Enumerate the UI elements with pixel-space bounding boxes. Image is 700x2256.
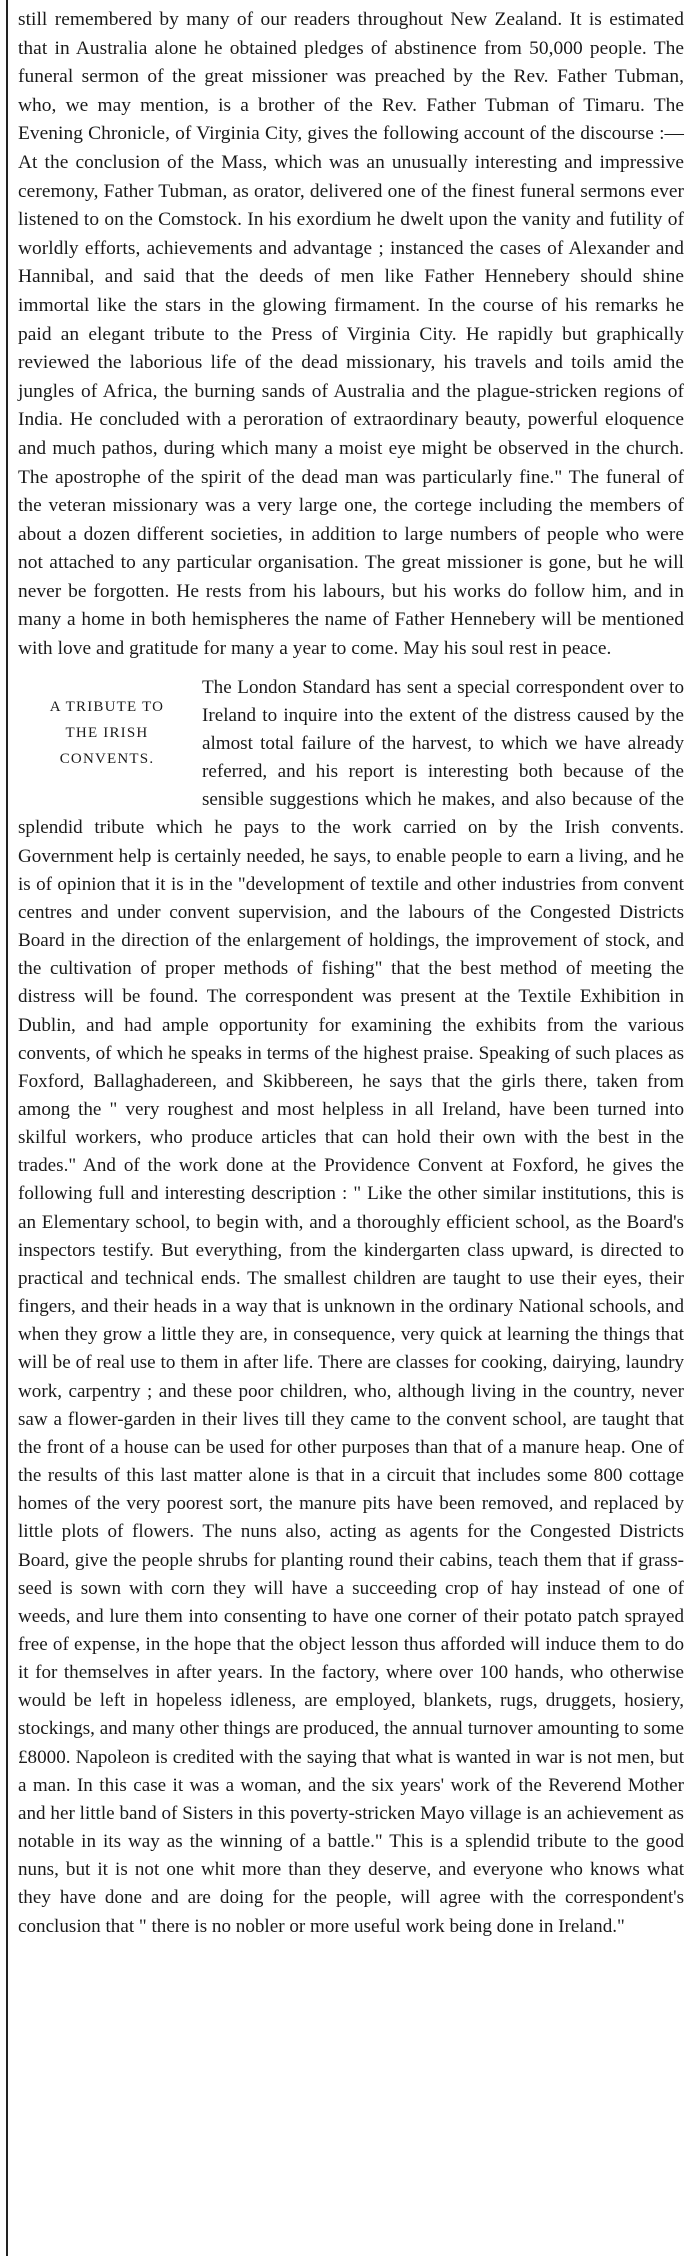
side-heading-line: A TRIBUTE TO xyxy=(49,698,165,715)
side-heading-line: CONVENTS. xyxy=(59,750,155,767)
convents-section xyxy=(18,674,684,1941)
side-heading xyxy=(18,694,196,804)
article-paragraph-hennebery: still remembered by many of our readers throughout New Zealand. It is estimated that in Australia alone he obtained pledges of abstinence from 50,000 people. The funeral sermon of the great missioner was preached by the Rev. Father Tubman, who, we may mention, is a brother of the Rev. Father Tubman of Timaru. The Evening Chronicle, of Virginia City, gives the following account of the discourse :—At the conclusion of the Mass, which was an unusually interesting and impressive ceremony, Father Tubman, as orator, delivered one of the finest funeral sermons ever listened to on the Comstock. In his exordium he dwelt upon the vanity and futility of worldly efforts, achievements and advantage ; instanced the cases of Alexander and Hannibal, and said that the deeds of men like Father Hennebery should shine immortal like the stars in the glowing firmament. In the course of his remarks he paid an elegant tribute to the Press of Virginia City. He rapidly but graphically reviewed the laborious life of the dead missionary, his travels and toils amid the jungles of Africa, the burning sands of Australia and the plague-stricken regions of India. He concluded with a peroration of extraordinary beauty, powerful eloquence and much pathos, during which many a moist eye might be observed in the church. The apostrophe of the spirit of the dead man was particularly fine." The funeral of the veteran missionary was a very large one, the cortege including the members of about a dozen different societies, in addition to large numbers of people who were not attached to any particular organisation. The great missioner is gone, but he will never be forgotten. He rests from his labours, but his works do follow him, and in many a home in both hemispheres the name of Father Hennebery will be mentioned with love and gratitude for many a year to come. May his soul rest in peace. xyxy=(18,9,684,660)
article-paragraph-convents: The London Standard has sent a special correspondent over to Ireland to inquire into the extent of the distress caused by the almost total failure of the harvest, to which we have already referred, and his report is interesting both because of the sensible suggestions which he makes, and also because of the splendid tribute which he pays to the work carried on by the Irish convents. Government help is certainly needed, he says, to enable people to earn a living, and he is of opinion that it is in the "development of textile and other industries from convent centres and under convent supervision, and the labours of the Congested Districts Board in the direction of the enlargement of holdings, the improvement of stock, and the cultivation of proper methods of fishing" that the best method of meeting the distress will be found. The correspondent was present at the Textile Exhibition in Dublin, and had ample opportunity for examining the exhibits from the various convents, of which he speaks in terms of the highest praise. Speaking of such places as Foxford, Ballaghadereen, and Skibbereen, he says that the girls there, taken from among the " very roughest and most helpless in all Ireland, have been turned into skilful workers, who produce articles that can hold their own with the best in the trades." And of the work done at the Providence Convent at Foxford, he gives the following full and interesting description : " Like the other similar institutions, this is an Elementary school, to begin with, and a thoroughly efficient school, as the Board's inspectors testify. But everything, from the kindergarten class upward, is directed to practical and technical ends. The smallest children are taught to use their eyes, their fingers, and their heads in a way that is unknown in the ordinary National schools, and when they grow a little they are, in consequence, very quick at learning the things that will be of real use to them in after life. There are classes for cooking, dairying, laundry work, carpentry ; and these poor children, who, although living in the country, never saw a flower-garden in their lives till they came to the convent school, are taught that the front of a house can be used for other purposes than that of a manure heap. One of the results of this last matter alone is that in a circuit that includes some 800 cottage homes of the very poorest sort, the manure pits have been removed, and replaced by little plots of flowers. The nuns also, acting as agents for the Congested Districts Board, give the people shrubs for planting round their cabins, teach them that if grass-seed is sown with corn they will have a succeeding crop of hay instead of one of weeds, and lure them into consenting to have one corner of their potato patch sprayed free of expense, in the hope that the object lesson thus afforded will induce them to do it for themselves in after years. In the factory, where over 100 hands, who otherwise would be left in hopeless idleness, are employed, blankets, rugs, druggets, hosiery, stockings, and many other things are produced, the annual turnover amounting to some £8000. Napoleon is credited with the saying that what is wanted in war is not men, but a man. In this case it was a woman, and the six years' work of the Reverend Mother and her little band of Sisters in this poverty-stricken Mayo village is an achievement as notable in its way as the winning of a battle." This is a splendid tribute to the good nuns, but it is not one whit more than they deserve, and everyone who knows what they have done and are doing for the people, will agree with the correspondent's conclusion that " there is no nobler or more useful work being done in Ireland." xyxy=(18,676,684,1937)
article-column xyxy=(6,0,686,2256)
side-heading-line: THE IRISH xyxy=(65,724,149,741)
